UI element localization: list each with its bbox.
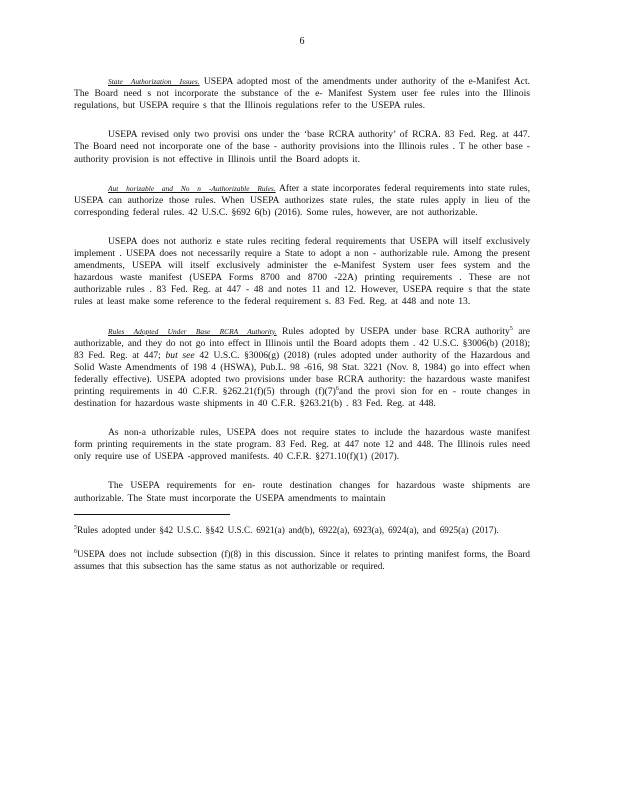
but-see-signal: but see	[165, 349, 195, 361]
heading-base-rcra-authority: Rules Adopted Under Base RCRA Authority.	[108, 326, 277, 336]
heading-authorizable-rules: Aut horizable and No n -Authorizable Rules.	[108, 183, 276, 193]
paragraph-en-route-changes	[74, 480, 530, 504]
footnote-6	[74, 548, 530, 572]
footnote-marker: 5	[74, 524, 77, 531]
paragraph-text: After a state incorporates federal requirements into state rules, USEPA can authorize those rules. When USEPA authorizes state rules, the state rules apply in lieu of the corresponding federal rules. 42 U.S.C. §692 6(b) (2016). Some rules, however, are not authorizable.	[74, 182, 530, 218]
footnote-text: Rules adopted under §42 U.S.C. §§42 U.S.C. 6921(a) and(b), 6922(a), 6923(a), 6924(a), and 6925(a) (2017).	[77, 524, 499, 535]
paragraph-base-rcra-authority	[74, 326, 530, 411]
paragraph-text: and the provi sion for en - route changes in destination for hazardous waste shipments in 40 C.F.R. §263.21(b) . 83 Fed. Reg. at 448.	[74, 385, 530, 410]
paragraph-text: USEPA adopted most of the amendments under authority of the e-Manifest Act. The Board need s not incorporate the substance of the e- Manifest System user fee rules into the Illinois regulations, but USEPA require s that the Illinois regulations refer to the USEPA rules.	[74, 76, 531, 112]
paragraph-text: Rules adopted by USEPA under base RCRA authority	[282, 325, 510, 337]
footnote-divider	[74, 514, 230, 515]
paragraph-text: are authorizable, and they do not go into effect in Illinois until the Board adopts them . 42 U.S.C. §3006(b) (2018); 83 Fed. Reg. at 447;	[74, 325, 530, 361]
paragraph-text: 42 U.S.C. §3006(g) (2018) (rules adopted under authority of the Hazardous and Solid Waste Amendments of 198 4 (HSWA), Pub.L. 98 -616, 98 Stat. 3221 (Nov. 8, 1984) go into effect when federally effective). USEPA adopted two provisions under base RCRA authority: the hazardous waste manifest printing requirements in 40 C.F.R. §262.21(f)(5) through (f)(7)	[74, 349, 530, 397]
paragraph-text: USEPA revised only two provisi ons under the ‘base RCRA authority’ of RCRA. 83 Fed. Reg. at 447. The Board need not incorporate one of the base - authority provisions into the Illinois rules . T he other base -authority provision is not effective in Illinois until the Board adopts it.	[74, 129, 530, 165]
footnote-text: USEPA does not include subsection (f)(8) in this discussion. Since it relates to printing manifest forms, the Board assumes that this subsection has the same status as not authorizable or required.	[74, 548, 530, 571]
paragraph-exclusive-implementation	[74, 236, 530, 309]
paragraph-text: USEPA does not authoriz e state rules reciting federal requirements that USEPA will itself exclusively implement . USEPA does not necessarily require a State to adopt a non - authorizable rule. Among the present amendments, USEPA will itself exclusively administer the e-Manifest System user fees system and the hazardous waste manifest (USEPA Forms 8700 and 8700 -22A) printing requirements . These are not authorizable rules . 83 Fed. Reg. at 447 - 48 and notes 11 and 12. However, USEPA require s that the state rules at least make some reference to the federal requirement s. 83 Fed. Reg. at 448 and note 13.	[74, 235, 530, 308]
footnote-reference-5[interactable]: 5	[509, 325, 513, 332]
footnote-marker: 6	[74, 548, 77, 555]
paragraph-state-authorization	[74, 76, 530, 112]
paragraph-text: The USEPA requirements for en- route destination changes for hazardous waste shipments are authorizable. The State must incorporate the USEPA amendments to maintain	[74, 480, 530, 504]
paragraph-authorizable-rules	[74, 183, 530, 219]
heading-state-authorization: State Authorization Issues.	[108, 77, 200, 87]
footnote-reference-6[interactable]: 6	[335, 385, 339, 392]
paragraph-non-authorizable	[74, 427, 530, 463]
page-number: 6	[299, 36, 305, 47]
paragraph-base-rcra-revisions	[74, 129, 530, 165]
footnote-5	[74, 524, 530, 536]
paragraph-text: As non-a uthorizable rules, USEPA does not require states to include the hazardous waste manifest form printing requirements in the state program. 83 Fed. Reg. at 447 note 12 and 448. The Illinois rules need only require use of USEPA -approved manifests. 40 C.F.R. §271.10(f)(1) (2017).	[74, 427, 530, 463]
